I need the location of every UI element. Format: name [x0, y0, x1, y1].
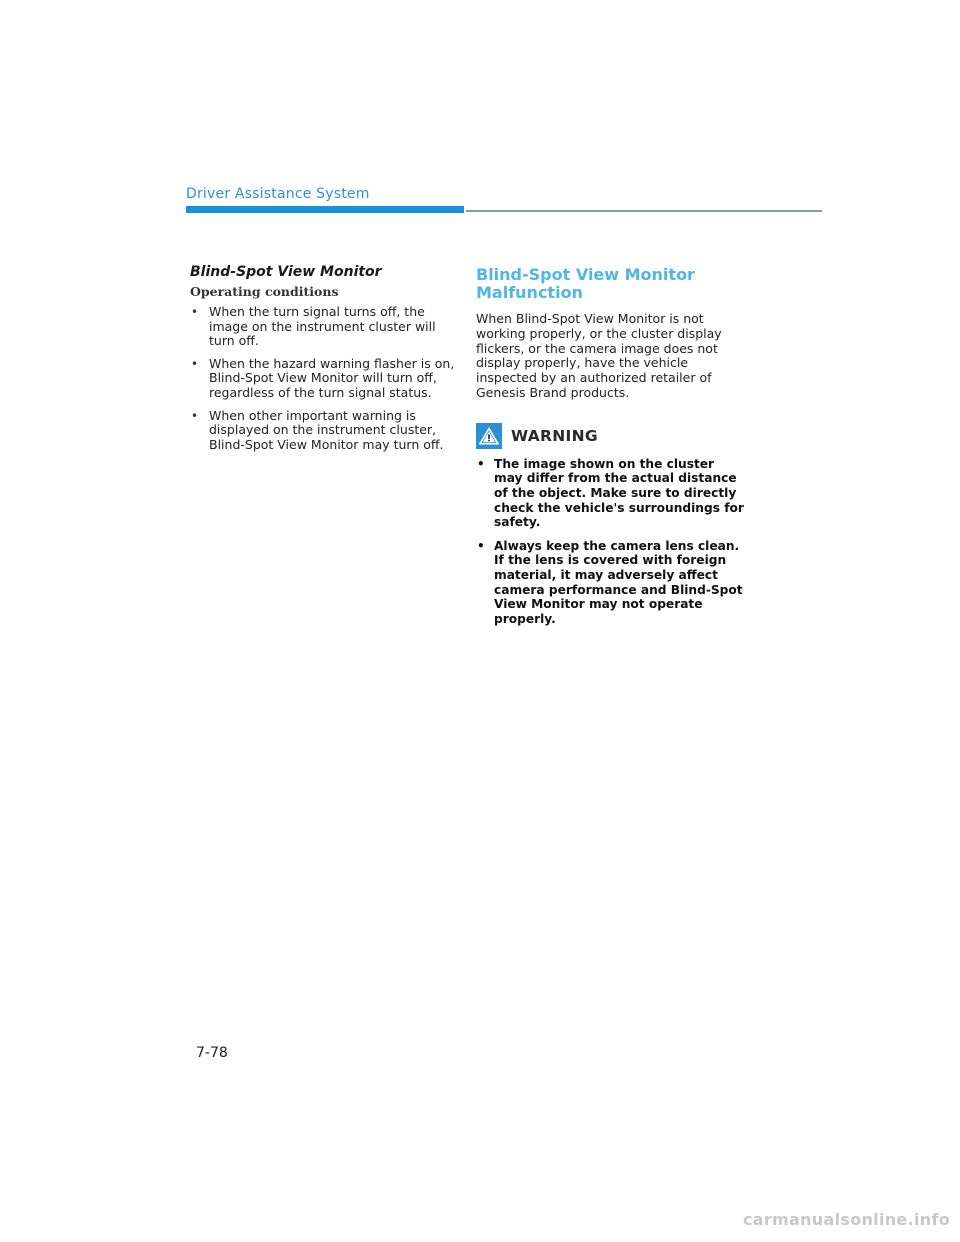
- warning-triangle-icon: [476, 423, 502, 449]
- left-column: [190, 264, 458, 460]
- header-title: Driver Assistance System: [186, 186, 370, 202]
- malfunction-title-line2: Malfunction: [476, 283, 583, 302]
- malfunction-title: [476, 266, 746, 302]
- header-bar-accent: [186, 206, 464, 213]
- warning-list: [476, 457, 746, 627]
- warning-label: WARNING: [511, 426, 598, 445]
- list-item: • The image shown on the cluster may differ from the actual distance of the object. Make sure to directly check the vehicle's surroundings for safety.: [476, 457, 746, 530]
- list-item: • When other important warning is displayed on the instrument cluster, Blind-Spot View Monitor may turn off.: [190, 409, 458, 453]
- operating-conditions-list: [190, 305, 458, 452]
- right-column: [476, 266, 746, 635]
- section-title: Blind-Spot View Monitor: [190, 264, 382, 280]
- malfunction-title-line1: Blind-Spot View Monitor: [476, 265, 695, 284]
- watermark-text: carmanualsonline.info: [742, 1210, 950, 1229]
- list-item: • Always keep the camera lens clean. If the lens is covered with foreign material, it may adversely affect camera performance and Blind-Spot View Monitor may not operate properly.: [476, 539, 746, 627]
- operating-conditions-heading: Operating conditions: [190, 284, 339, 299]
- page-number: 7-78: [196, 1045, 228, 1061]
- malfunction-paragraph: When Blind-Spot View Monitor is not working properly, or the cluster display flickers, or the camera image does not display properly, have the vehicle inspected by an authorized retailer of Genesis Brand products.: [476, 311, 722, 400]
- list-item: • When the turn signal turns off, the image on the instrument cluster will turn off.: [190, 305, 458, 349]
- warning-header: [476, 423, 746, 449]
- header-bar-divider: [466, 210, 822, 212]
- list-item: • When the hazard warning flasher is on, Blind-Spot View Monitor will turn off, regardless of the turn signal status.: [190, 357, 458, 401]
